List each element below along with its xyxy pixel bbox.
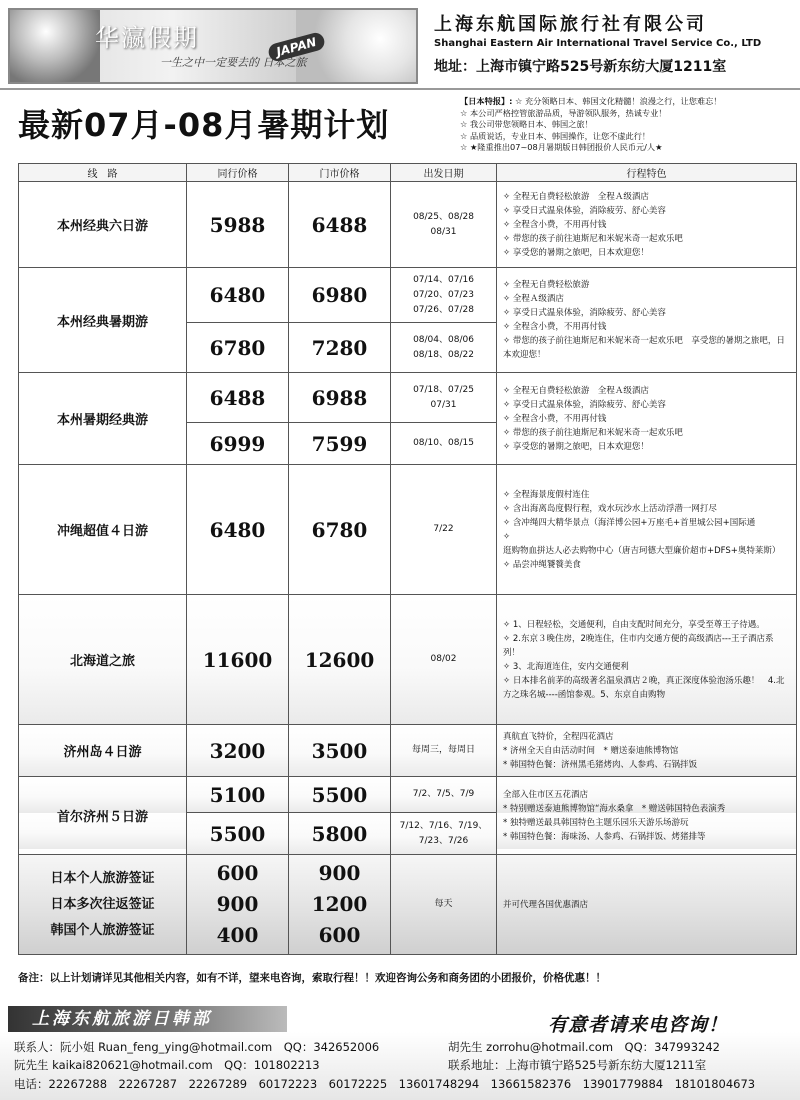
departure-dates [391, 373, 497, 423]
departure-dates [391, 595, 497, 725]
special-label: 【日本特报】: [460, 96, 513, 106]
table-row [19, 777, 797, 813]
date-line: 08/02 [430, 654, 457, 664]
departure-dates [391, 465, 497, 595]
departure-dates [391, 813, 497, 855]
retail-price: 5500 [289, 777, 391, 813]
feature-item: * 韩国特色餐：海味汤、人参鸡、石锅拌饭、烤猪排等 [503, 831, 706, 842]
route-name: 本州暑期经典游 [19, 373, 187, 465]
feature-item: 全部入住市区五花酒店 [503, 789, 589, 800]
peer-price: 6999 [187, 423, 289, 465]
date-line: 08/10、08/15 [413, 438, 474, 448]
col-header-peer-price: 同行价格 [187, 164, 289, 182]
date-line: 07/31 [430, 399, 457, 410]
route-name: 本州经典六日游 [19, 182, 187, 268]
table-row [19, 373, 797, 423]
visa-row [19, 855, 797, 955]
feature-item: * 独特赠送最具韩国特色主题乐园乐天游乐场游玩 [503, 817, 689, 828]
peer-price: 900 [216, 892, 259, 916]
visa-name: 韩国个人旅游签证 [50, 922, 155, 938]
feature-item: ✧ 全程Ａ级酒店 [503, 292, 790, 306]
visa-peer-prices [187, 855, 289, 955]
peer-price: 5500 [187, 813, 289, 855]
visa-name: 日本多次往返签证 [50, 896, 155, 912]
special-notice [460, 96, 795, 154]
company-address: 地址：上海市镇宁路525号新东纺大厦1211室 [434, 59, 727, 75]
tour-features [497, 595, 797, 725]
feature-item: ✧ 3、北海道连住，安内交通便利 [503, 660, 790, 674]
retail-price: 6988 [289, 373, 391, 423]
special-line: ☆ 我公司带您领略日本、韩国之旅！ [460, 119, 593, 129]
company-name-en: Shanghai Eastern Air International Travel Service Co., LTD [434, 38, 762, 49]
special-line: ☆ 品质说话，专业日本、韩国操作，让您不虚此行！ [460, 130, 651, 141]
visa-name: 日本个人旅游签证 [50, 870, 155, 886]
departure-dates [391, 423, 497, 465]
retail-price: 5800 [289, 813, 391, 855]
feature-item: * 济州全天自由活动时间 * 赠送泰迪熊博物馆 [503, 745, 679, 756]
japan-badge: JAPAN [267, 31, 327, 63]
contact-line: 联系人：阮小姐 Ruan_feng_ying@hotmail.com QQ：342652006 [14, 1040, 380, 1054]
feature-item: ✧ 享受您的暑期之旅吧，日本欢迎您！ [503, 246, 790, 260]
peer-price: 6480 [187, 268, 289, 323]
feature-item: ✧ 全程无自费轻松旅游 全程Ａ级酒店 [503, 384, 790, 398]
feature-item: ✧ 享受日式温泉体验，消除疲劳、舒心美容 [503, 398, 790, 412]
feature-item: ✧ 全程无自费轻松旅游 全程Ａ级酒店 [503, 190, 790, 204]
sakura-tree-image [10, 10, 100, 82]
route-name: 首尔济州５日游 [19, 777, 187, 855]
remark-note: 备注：以上计划请详见其他相关内容，如有不详，望来电咨询，索取行程！！欢迎咨询公务和商务团的小团报价，价格优惠！！ [18, 972, 606, 984]
table-row [19, 725, 797, 777]
peer-price: 6480 [187, 465, 289, 595]
feature-item: * 韩国特色餐：济州黑毛猪烤肉、人参鸡、石锅拌饭 [503, 759, 697, 770]
feature-item: ✧ 品尝冲绳饕餮美食 [503, 558, 790, 572]
retail-price: 6980 [289, 268, 391, 323]
date-line: 08/18、08/22 [413, 349, 474, 360]
date-line: 08/25、08/28 [413, 211, 474, 222]
call-to-action: 有意者请来电咨询！ [548, 1014, 729, 1036]
retail-price: 7280 [289, 323, 391, 373]
peer-price: 600 [216, 861, 259, 885]
feature-item: ✧ 享受日式温泉体验，消除疲劳、舒心美容 [503, 306, 790, 320]
table-row [19, 465, 797, 595]
company-name-cn: 上海东航国际旅行社有限公司 [434, 14, 707, 35]
retail-price: 600 [318, 923, 361, 947]
date-line: 7/23、7/26 [418, 835, 469, 846]
feature-item: * 特别赠送泰迪熊博物馆“海水桑拿 * 赠送韩国特色表演秀 [503, 803, 726, 814]
date-line: 7/12、7/16、7/19、 [399, 820, 488, 831]
peer-price: 6780 [187, 323, 289, 373]
departure-dates [391, 777, 497, 813]
date-line: 07/18、07/25 [413, 384, 474, 395]
date-line: 7/2、7/5、7/9 [412, 789, 475, 799]
retail-price: 12600 [289, 595, 391, 725]
feature-item: ✧ 1、日程轻松，交通便利，自由支配时间充分，享受至尊王子待遇。 [503, 618, 790, 632]
departure-dates [391, 182, 497, 268]
tour-features [497, 268, 797, 373]
visa-retail-prices [289, 855, 391, 955]
peer-price: 11600 [187, 595, 289, 725]
peer-price: 6488 [187, 373, 289, 423]
date-line: 08/31 [430, 226, 457, 237]
tour-price-table [18, 163, 797, 955]
date-line: 07/20、07/23 [413, 289, 474, 300]
special-line: ☆ ★隆重推出07~08月暑期版日韩团报价人民币元/人★ [460, 142, 663, 152]
departure-dates: 每天 [391, 855, 497, 955]
date-line: 07/26、07/28 [413, 304, 474, 315]
contact-address: 联系地址：上海市镇宁路525号新东纺大厦1211室 [448, 1058, 707, 1072]
retail-price: 6488 [289, 182, 391, 268]
tour-features [497, 182, 797, 268]
route-name: 冲绳超值４日游 [19, 465, 187, 595]
special-line: ☆ 本公司严格控管旅游品质，导游领队服务，热诚专业！ [460, 107, 667, 118]
feature-item: ✧ 全程含小费，不用再付钱 [503, 218, 790, 232]
retail-price: 6780 [289, 465, 391, 595]
feature-item: ✧ 全程含小费，不用再付钱 [503, 412, 790, 426]
departure-dates [391, 268, 497, 323]
departure-dates [391, 323, 497, 373]
col-header-departure: 出发日期 [391, 164, 497, 182]
contact-line: 胡先生 zorrohu@hotmail.com QQ：347993242 [448, 1040, 720, 1054]
route-name: 本州经典暑期游 [19, 268, 187, 373]
feature-item: ✧ 含冲绳四大精华景点（海洋博公园+万座毛+首里城公园+国际通 [503, 516, 790, 530]
header-banner [8, 8, 418, 84]
table-header-row [19, 164, 797, 182]
feature-item: 真航直飞特价，全程四花酒店 [503, 731, 614, 742]
date-line: 7/22 [433, 524, 454, 534]
route-name: 北海道之旅 [19, 595, 187, 725]
peer-price: 400 [216, 923, 259, 947]
feature-item: ✧ 带您的孩子前往迪斯尼和米妮米奇一起欢乐吧 享受您的暑期之旅吧，日本欢迎您！ [503, 334, 790, 362]
departure-dates [391, 725, 497, 777]
date-line: 07/14、07/16 [413, 274, 474, 285]
tour-features [497, 725, 797, 777]
retail-price: 3500 [289, 725, 391, 777]
feature-item: ✧ 享受您的暑期之旅吧，日本欢迎您！ [503, 440, 790, 454]
banner-title: 华瀛假期 [95, 24, 199, 52]
col-header-route: 线 路 [19, 164, 187, 182]
tour-features: 并可代理各国优惠酒店 [497, 855, 797, 955]
retail-price: 1200 [311, 892, 368, 916]
tour-features [497, 373, 797, 465]
peer-price: 3200 [187, 725, 289, 777]
feature-item: ✧ 享受日式温泉体验，消除疲劳、舒心美容 [503, 204, 790, 218]
page-title: 最新07月-08月暑期计划 [18, 106, 390, 144]
route-name: 济州岛４日游 [19, 725, 187, 777]
feature-item: ✧ 带您的孩子前往迪斯尼和米妮米奇一起欢乐吧 [503, 426, 790, 440]
feature-item: ✧ 带您的孩子前往迪斯尼和米妮米奇一起欢乐吧 [503, 232, 790, 246]
peer-price: 5988 [187, 182, 289, 268]
phone-numbers: 电话：22267288 22267287 22267289 60172223 60172225 13601748294 13661582376 13901779884 18101804673 [14, 1077, 756, 1091]
tour-features [497, 777, 797, 855]
banner-subtitle: 一生之中一定要去的 日本之旅 [160, 56, 307, 69]
visa-names [19, 855, 187, 955]
feature-item: ✧ 全程无自费轻松旅游 [503, 278, 790, 292]
feature-item: ✧ 全程海景度假村连住 [503, 488, 790, 502]
date-line: 08/04、08/06 [413, 334, 474, 345]
feature-item: ✧ 全程含小费，不用再付钱 [503, 320, 790, 334]
divider [0, 88, 800, 90]
retail-price: 7599 [289, 423, 391, 465]
department-banner: 上海东航旅游日韩部 [8, 1006, 287, 1032]
table-row [19, 595, 797, 725]
feature-item: ✧ 2.东京３晚住房，2晚连住，住市内交通方便的高级酒店---王子酒店系列！ [503, 632, 790, 660]
col-header-features: 行程特色 [497, 164, 797, 182]
col-header-retail-price: 门市价格 [289, 164, 391, 182]
table-row [19, 182, 797, 268]
contact-line: 阮先生 kaikai820621@hotmail.com QQ：101802213 [14, 1058, 320, 1072]
date-line: 每周三，每周日 [411, 745, 475, 755]
retail-price: 900 [318, 861, 361, 885]
tour-features [497, 465, 797, 595]
special-line: ☆ 充分领略日本、韩国文化精髓！浪漫之行，让您难忘！ [515, 96, 722, 106]
feature-item: ✧ 日本排名前茅的高级著名温泉酒店２晚，真正深度体验泡汤乐趣！ 4.北方之珠名城----函馆参观。5、东京自由购物 [503, 674, 790, 702]
feature-item: ✧ 含出海离岛度假行程，戏水玩沙水上活动浮潜一网打尽 [503, 502, 790, 516]
table-row [19, 268, 797, 323]
feature-item: ✧ 逛购物血拼达人必去购物中心（唐吉珂德大型廉价超市+DFS+奥特莱斯） [503, 530, 790, 558]
peer-price: 5100 [187, 777, 289, 813]
